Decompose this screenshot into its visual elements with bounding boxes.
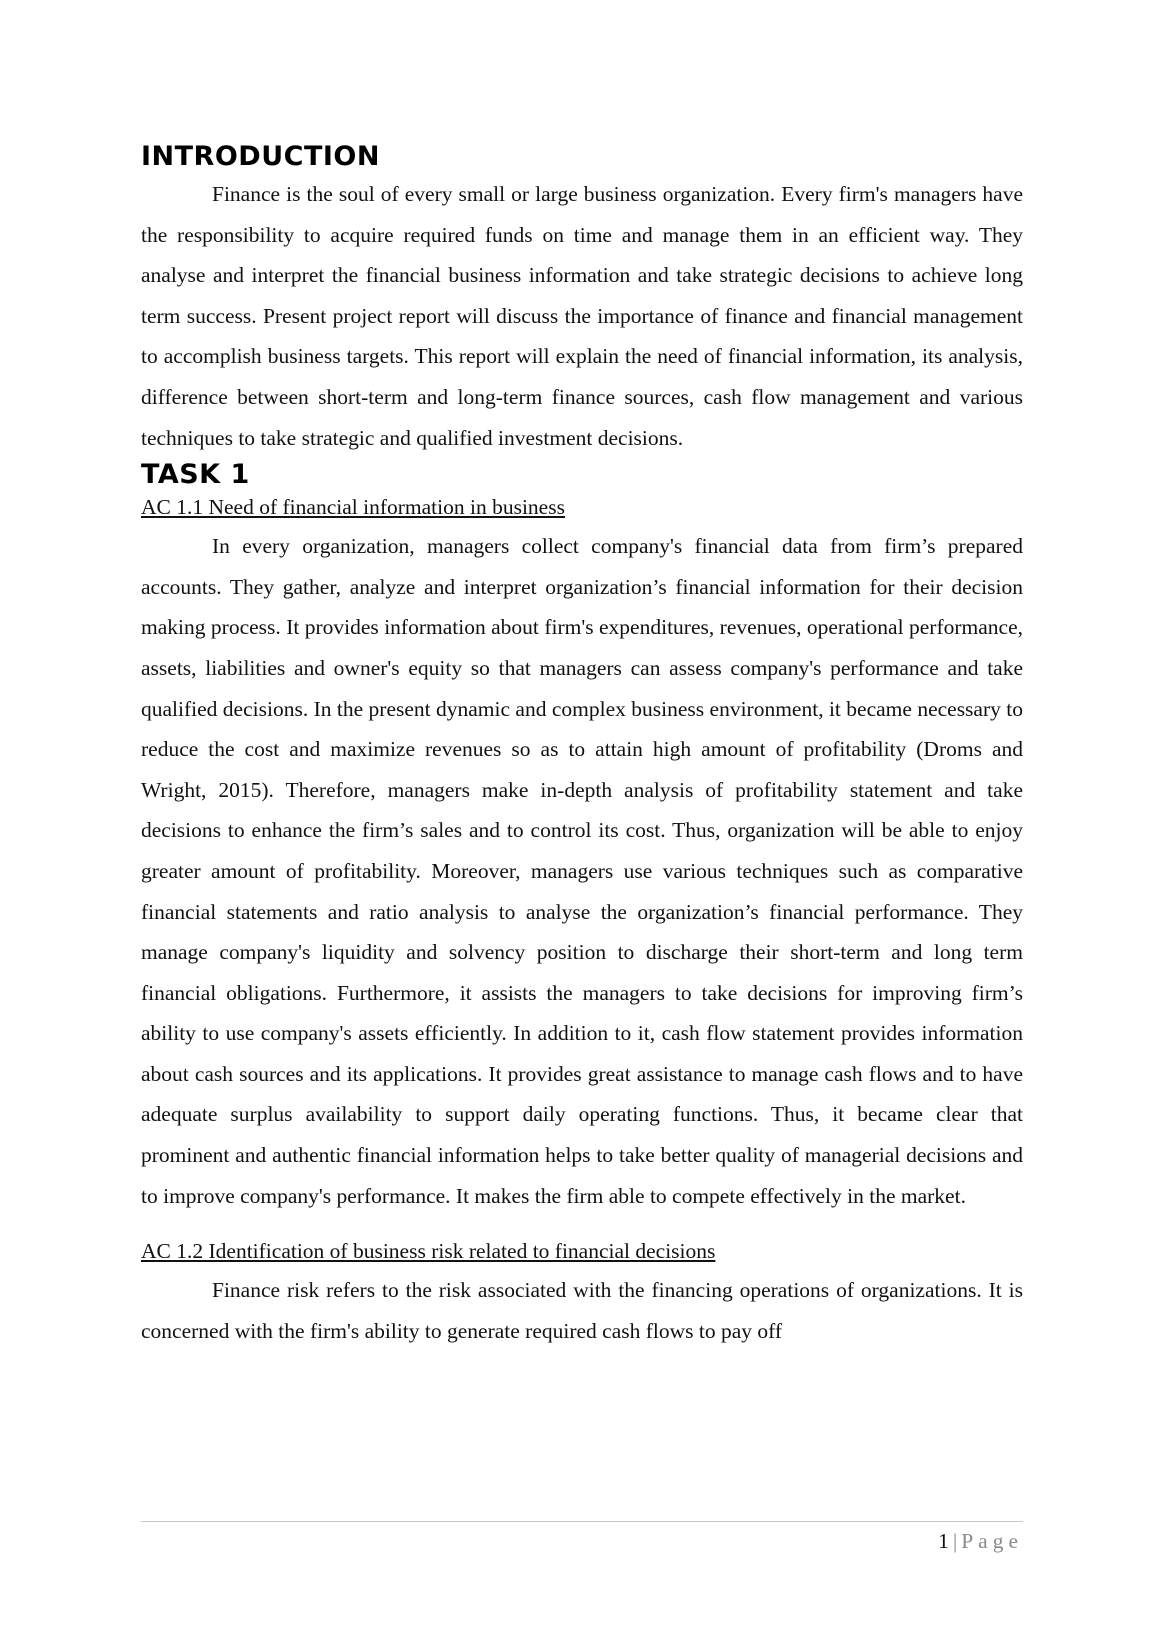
ac11-subheading: AC 1.1 Need of financial information in business [141, 495, 565, 520]
page-number: 1 [938, 1529, 949, 1553]
task1-heading: TASK 1 [141, 459, 250, 491]
ac12-paragraph: Finance risk refers to the risk associated with the financing operations of organizations. It is concerned with the firm's ability to generate required cash flows to pay off [141, 1278, 1023, 1343]
page-footer [938, 1526, 1023, 1556]
introduction-heading: INTRODUCTION [141, 141, 380, 172]
ac11-paragraph: In every organization, managers collect company's financial data from firm’s prepared accounts. They gather, analyze and interpret organization’s financial information for their decision making process. It provides information about firm's expenditures, revenues, operational performance, assets, liabilities and owner's equity so that managers can assess company's performance and take qualified decisions. In the present dynamic and complex business environment, it became necessary to reduce the cost and maximize revenues so as to attain high amount of profitability (Droms and Wright, 2015). Therefore, managers make in-depth analysis of profitability statement and take decisions to enhance the firm’s sales and to control its cost. Thus, organization will be able to enjoy greater amount of profitability. Moreover, managers use various techniques such as comparative financial statements and ratio analysis to analyse the organization’s financial performance. They manage company's liquidity and solvency position to discharge their short-term and long term financial obligations. Furthermore, it assists the managers to take decisions for improving firm’s ability to use company's assets efficiently. In addition to it, cash flow statement provides information about cash sources and its applications. It provides great assistance to manage cash flows and to have adequate surplus availability to support daily operating functions. Thus, it became clear that prominent and authentic financial information helps to take better quality of managerial decisions and to improve company's performance. It makes the firm able to compete effectively in the market. [141, 534, 1023, 1208]
footer-divider [141, 1521, 1023, 1522]
page-content [141, 140, 1023, 1351]
ac12-subheading: AC 1.2 Identification of business risk related to financial decisions [141, 1239, 716, 1264]
footer-separator: | [952, 1529, 958, 1553]
introduction-paragraph: Finance is the soul of every small or large business organization. Every firm's managers have the responsibility to acquire required funds on time and manage them in an efficient way. They analyse and interpret the financial business information and take strategic decisions to achieve long term success. Present project report will discuss the importance of finance and financial management to accomplish business targets. This report will explain the need of financial information, its analysis, difference between short-term and long-term finance sources, cash flow management and various techniques to take strategic and qualified investment decisions. [141, 182, 1023, 450]
page-label: Page [961, 1529, 1023, 1553]
